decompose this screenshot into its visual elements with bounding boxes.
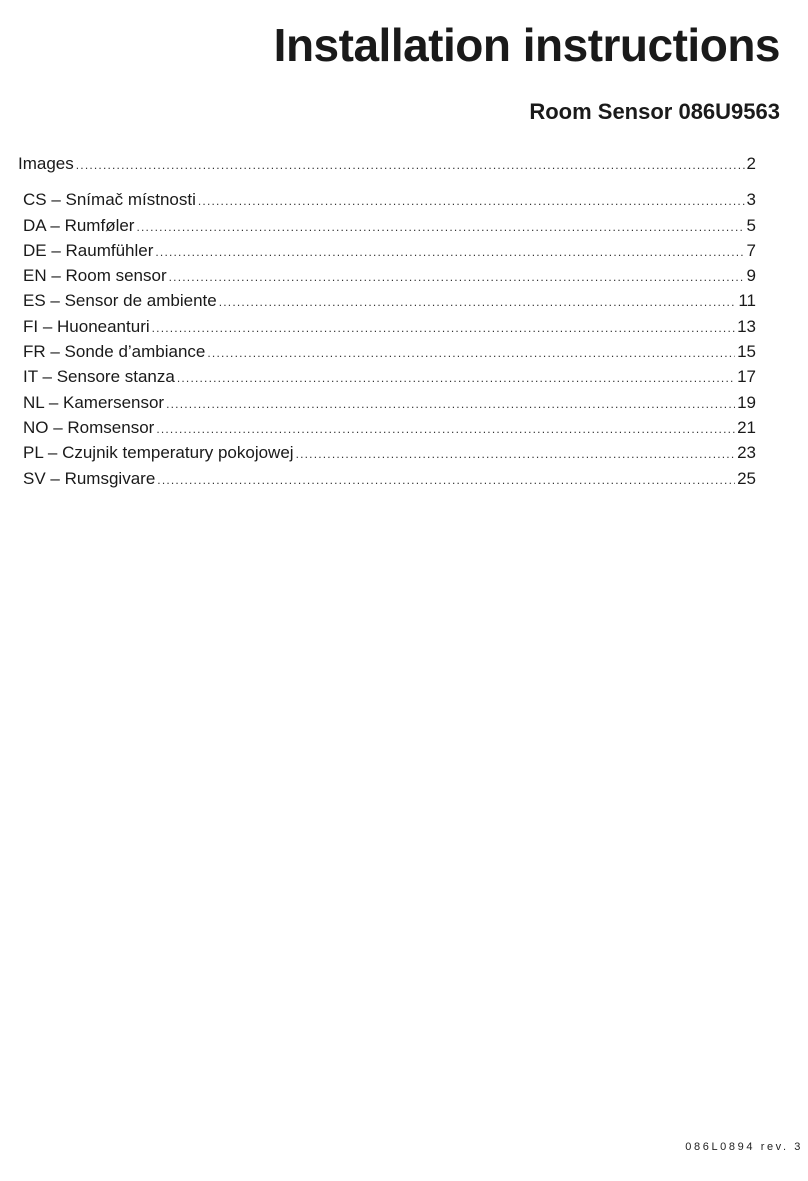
toc-entry-label: DE – Raumfühler: [23, 240, 154, 260]
toc-entry[interactable]: [18, 364, 756, 389]
toc-dot-leader: [198, 189, 745, 212]
toc-entry-label: DA – Rumføler: [23, 215, 135, 235]
toc-entry-page: 13: [737, 316, 756, 336]
toc-entry-label: FR – Sonde d’ambiance: [23, 342, 206, 362]
toc-entry[interactable]: [18, 263, 756, 288]
toc-dot-leader: [166, 392, 735, 415]
toc-entry-page: 7: [746, 240, 756, 260]
toc-dot-leader: [177, 366, 735, 389]
toc-entry-page: 11: [738, 291, 756, 311]
toc-entry-label: FI – Huoneanturi: [23, 316, 150, 336]
toc-entry[interactable]: [18, 314, 756, 339]
toc-entry-page: 3: [746, 190, 756, 210]
toc-entry-page: 2: [746, 154, 756, 173]
toc-entry[interactable]: [18, 213, 756, 238]
toc-dot-leader: [156, 417, 735, 440]
toc-dot-leader: [76, 153, 745, 176]
toc-entry[interactable]: [18, 339, 756, 364]
toc-dot-leader: [157, 468, 735, 491]
toc-entry-label: EN – Room sensor: [23, 266, 167, 286]
toc-entry-label: SV – Rumsgivare: [23, 468, 156, 488]
toc-entry-label: PL – Czujnik temperatury pokojowej: [23, 443, 294, 463]
product-subtitle: Room Sensor 086U9563: [529, 99, 780, 124]
toc-entry-page: 23: [737, 443, 756, 463]
toc-entry[interactable]: [18, 466, 756, 491]
toc-entry[interactable]: [18, 415, 756, 440]
table-of-contents: [18, 151, 756, 491]
toc-dot-leader: [219, 290, 737, 313]
toc-entry-label: NO – Romsensor: [23, 417, 155, 437]
toc-entry[interactable]: [18, 238, 756, 263]
toc-entry-label: IT – Sensore stanza: [23, 367, 175, 387]
toc-entry-page: 21: [737, 417, 756, 437]
toc-dot-leader: [296, 442, 736, 465]
toc-entry-label: NL – Kamersensor: [23, 392, 165, 412]
toc-entry-page: 9: [746, 266, 756, 286]
toc-entry-page: 25: [737, 468, 756, 488]
toc-entry-page: 19: [737, 392, 756, 412]
toc-dot-leader: [207, 341, 735, 364]
toc-entry-page: 5: [746, 215, 756, 235]
toc-entry-label: ES – Sensor de ambiente: [23, 291, 217, 311]
toc-dot-leader: [152, 316, 735, 339]
toc-entry[interactable]: [18, 390, 756, 415]
toc-dot-leader: [169, 265, 745, 288]
toc-entry-page: 15: [737, 342, 756, 362]
toc-entry-label: Images: [18, 154, 74, 173]
toc-entry[interactable]: [18, 187, 756, 212]
toc-entry[interactable]: [18, 440, 756, 465]
toc-dot-leader: [155, 240, 744, 263]
document-title: Installation instructions: [273, 19, 780, 71]
toc-dot-leader: [136, 215, 744, 238]
toc-entry-images[interactable]: [18, 151, 756, 176]
toc-entry[interactable]: [18, 288, 756, 313]
toc-entry-label: CS – Snímač místnosti: [23, 190, 196, 210]
document-reference: 086L0894 rev. 3: [685, 1141, 803, 1153]
toc-entry-page: 17: [737, 367, 756, 387]
